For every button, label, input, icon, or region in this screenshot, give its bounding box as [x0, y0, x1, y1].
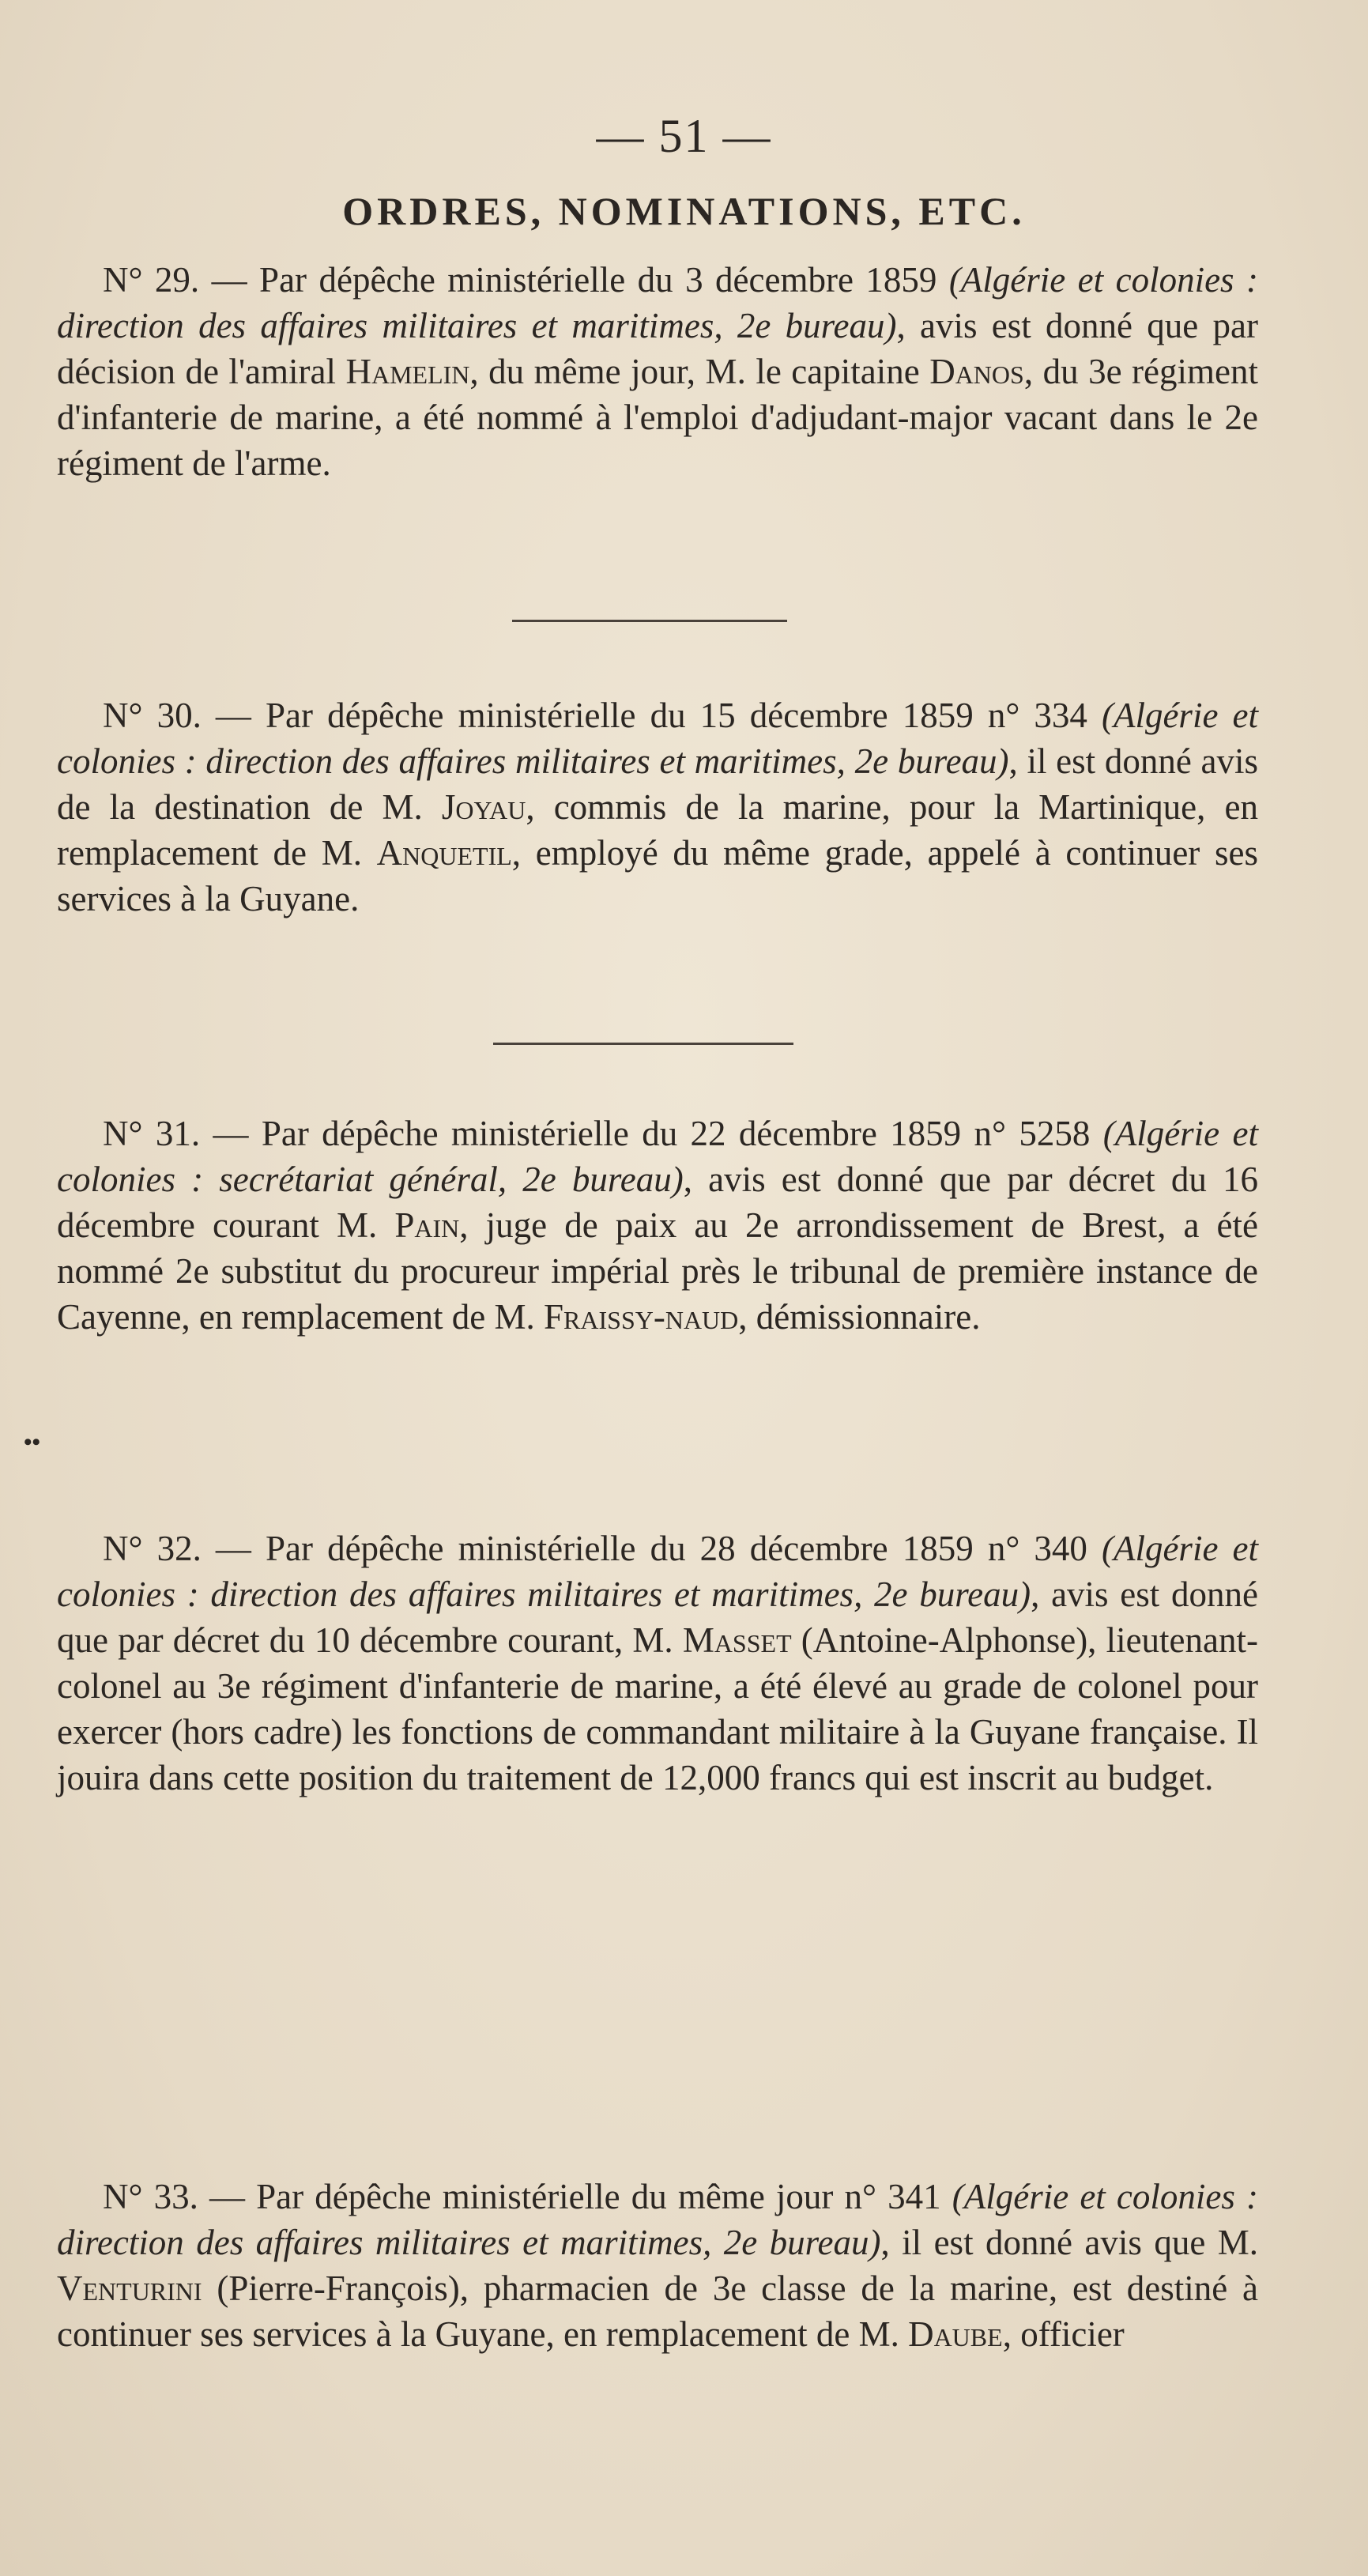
entry-lead: — Par dépêche ministérielle du 22 décembre 1859 n° 5258 — [200, 1114, 1103, 1153]
person-name: Hamelin — [345, 352, 470, 391]
entry-text: , du même jour, M. le capitaine — [469, 352, 930, 391]
entry-number: N° 33. — [103, 2177, 198, 2216]
entry-text: (Pierre-François), pharmacien de 3e classe de la marine, est destiné à continuer ses services à la Guyane, en remplacement de M. — [57, 2269, 1258, 2354]
entry-text: (Antoine-Alphonse), lieutenant-colonel au 3e régiment d'infanterie de marine, a été élevé au grade de colonel pour exercer (hors cadre) les fonctions de commandant militaire à la Guyane française. Il jouira dans cette position du traitement de 12,000 francs qui est inscrit au budget. — [57, 1620, 1258, 1797]
person-name: Masset — [682, 1620, 792, 1660]
entry-number: N° 31. — [103, 1114, 201, 1153]
entry-number: N° 32. — [103, 1529, 202, 1568]
entry-33 — [57, 2174, 1258, 2357]
entry-29 — [57, 257, 1258, 486]
section-heading: ORDRES, NOMINATIONS, ETC. — [342, 189, 1026, 233]
person-name: Joyau — [441, 787, 526, 827]
entry-lead: — Par dépêche ministérielle du 28 décembre 1859 n° 340 — [201, 1529, 1102, 1568]
entry-source: (Algérie et colonies : direction des affaires militaires et maritimes, 2e bureau) — [57, 260, 1258, 345]
entry-text: , démissionnaire. — [738, 1297, 981, 1337]
entry-number: N° 29. — [103, 260, 200, 300]
entry-lead: — Par dépêche ministérielle du 3 décembre 1859 — [199, 260, 949, 300]
entry-number: N° 30. — [103, 696, 202, 735]
person-name: Pain — [394, 1205, 460, 1245]
page-number: — 51 — — [596, 110, 772, 162]
person-name: Daube — [908, 2314, 1003, 2354]
entry-33-text — [57, 2174, 1258, 2357]
entry-29-text — [57, 257, 1258, 486]
entry-lead: — Par dépêche ministérielle du 15 décembre 1859 n° 334 — [201, 696, 1102, 735]
entry-31-text — [57, 1111, 1258, 1340]
margin-mark: •• — [24, 1429, 41, 1455]
entry-text: , employé du même grade, appelé à continuer ses services à la Guyane. — [57, 833, 1258, 918]
person-name: Venturini — [57, 2269, 202, 2308]
entry-text: , il est donné avis que M. — [880, 2223, 1258, 2262]
entry-30 — [57, 692, 1258, 922]
entry-32-text — [57, 1526, 1258, 1801]
entry-31 — [57, 1111, 1258, 1340]
entry-source: (Algérie et colonies : direction des affaires militaires et maritimes, 2e bureau) — [57, 1529, 1258, 1614]
entry-text: , juge de paix au 2e arrondissement de Brest, a été nommé 2e substitut du procureur impérial près le tribunal de première instance de Cayenne, en remplacement de M. — [57, 1205, 1258, 1337]
person-name: Fraissy-naud — [544, 1297, 739, 1337]
entry-source: (Algérie et colonies : direction des affaires militaires et maritimes, 2e bureau) — [57, 696, 1258, 781]
person-name: Anquetil — [376, 833, 512, 873]
person-name: Danos — [929, 352, 1024, 391]
separator-rule — [512, 620, 787, 622]
entry-text: , commis de la marine, pour la Martinique, en remplacement de M. — [57, 787, 1259, 873]
entry-source: (Algérie et colonies : secrétariat général, 2e bureau) — [57, 1114, 1258, 1199]
entry-text: , avis est donné que par décret du 10 décembre courant, M. — [57, 1575, 1258, 1660]
entry-source: (Algérie et colonies : direction des affaires militaires et maritimes, 2e bureau) — [57, 2177, 1258, 2262]
entry-32 — [57, 1526, 1258, 1801]
entry-30-text — [57, 692, 1258, 922]
entry-text: , il est donné avis de la destination de M. — [57, 741, 1258, 827]
entry-text: , officier — [1002, 2314, 1125, 2354]
entry-text: , avis est donné que par décret du 16 décembre courant M. — [57, 1160, 1258, 1245]
entry-text: , avis est donné que par décision de l'amiral — [57, 306, 1259, 391]
entry-lead: — Par dépêche ministérielle du même jour n° 341 — [198, 2177, 952, 2216]
separator-rule — [493, 1043, 793, 1045]
entry-text: , du 3e régiment d'infanterie de marine, a été nommé à l'emploi d'adjudant-major vacant dans le 2e régiment de l'arme. — [57, 352, 1258, 483]
